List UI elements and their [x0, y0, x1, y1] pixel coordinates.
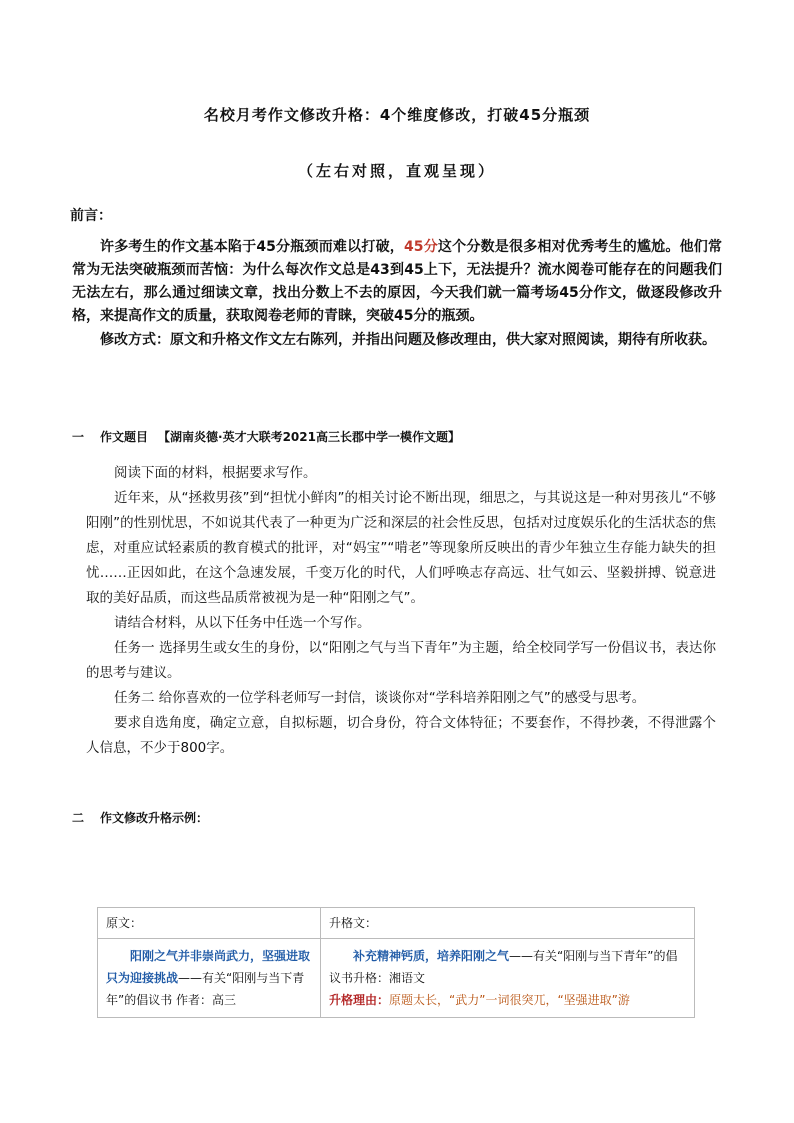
original-cell [98, 939, 321, 1018]
prompt-paragraph-1: 阅读下面的材料，根据要求写作。 [114, 465, 317, 481]
revised-title: 补充精神钙质，培养阳刚之气 [353, 949, 510, 963]
table-row [98, 939, 695, 1018]
section-1-number: 一 [72, 430, 85, 444]
preface-label: 前言： [70, 208, 112, 224]
section-1-source: 【湖南炎德·英才大联考2021高三长郡中学一模作文题】 [158, 430, 460, 444]
prompt-paragraph-5: 任务二 给你喜欢的一位学科老师写一封信，谈谈你对“学科培养阳刚之气”的感受与思考。 [114, 690, 646, 706]
section-1-label: 作文题目 [100, 430, 149, 444]
comparison-table [97, 907, 695, 1018]
reason-text: 原题太长，“武力”一词很突兀，“坚强进取”游 [389, 993, 630, 1007]
revised-header: 升格文： [321, 908, 695, 939]
section-heading-1 [72, 428, 460, 445]
preface-paragraph-2: 修改方式：原文和升格文作文左右陈列，并指出问题及修改理由，供大家对照阅读，期待有所收获。 [100, 332, 716, 348]
prompt-paragraph-4: 任务一 选择男生或女生的身份，以“阳刚之气与当下青年”为主题，给全校同学写一份倡议书，表达你的思考与建议。 [86, 640, 716, 681]
prompt-paragraph-6: 要求自选角度，确定立意，自拟标题，切合身份，符合文体特征；不要套作，不得抄袭，不得泄露个人信息，不少于800字。 [86, 715, 716, 756]
revised-text [329, 945, 686, 989]
prompt-paragraph-3: 请结合材料，从以下任务中任选一个写作。 [114, 615, 371, 631]
preface-p1-text-a: 许多考生的作文基本陷于45分瓶颈而难以打破， [100, 239, 404, 255]
preface-paragraph-1 [72, 236, 722, 328]
revised-subtitle: ——有关“阳刚与当下青年”的倡议书升格：湘语文 [329, 949, 678, 985]
original-subtitle: ——有关“阳刚与当下青年”的倡议书 作者：高三 [106, 971, 305, 1007]
original-title: 阳刚之气并非崇尚武力，坚强进取只为迎接挑战 [106, 949, 311, 985]
reason-label: 升格理由： [329, 993, 390, 1007]
document-subtitle: （左右对照，直观呈现） [297, 162, 496, 180]
section-heading-2 [72, 809, 208, 826]
table-header-row [98, 908, 695, 939]
section-2-label: 作文修改升格示例： [100, 811, 209, 825]
section-2-number: 二 [72, 811, 85, 825]
revised-cell [321, 939, 695, 1018]
preface-p1-highlight: 45分 [404, 239, 438, 255]
prompt-paragraph-2: 近年来，从“拯救男孩”到“担忧小鲜肉”的相关讨论不断出现，细思之，与其说这是一种对男孩儿“不够阳刚”的性别忧思，不如说其代表了一种更为广泛和深层的社会性反思，包括对过度娱乐化的生活状态的焦虑，对重应试轻素质的教育模式的批评，对“妈宝”“啃老”等现象所反映出的青少年独立生存能力缺失的担忧……正因如此，在这个急速发展，千变万化的时代，人们呼唤志存高远、壮气如云、坚毅拼搏、锐意进取的美好品质，而这些品质常被视为是一种“阳刚之气”。 [86, 490, 716, 606]
original-header: 原文： [98, 908, 321, 939]
document-title: 名校月考作文修改升格：4个维度修改，打破45分瓶颈 [203, 106, 591, 124]
preface-p1-text-b: 这个分数是很多相对优秀考生的尴尬。他们常常为无法突破瓶颈而苦恼：为什么每次作文总是43到45上下，无法提升？流水阅卷可能存在的问题我们无法左右，那么通过细读文章，找出分数上不去的原因，今天我们就一篇考场45分作文，做逐段修改升格，来提高作文的质量，获取阅卷老师的青睐，突破45分的瓶颈。 [72, 239, 723, 324]
essay-prompt [86, 461, 716, 761]
original-text [106, 945, 312, 1011]
revision-reason [329, 989, 686, 1011]
